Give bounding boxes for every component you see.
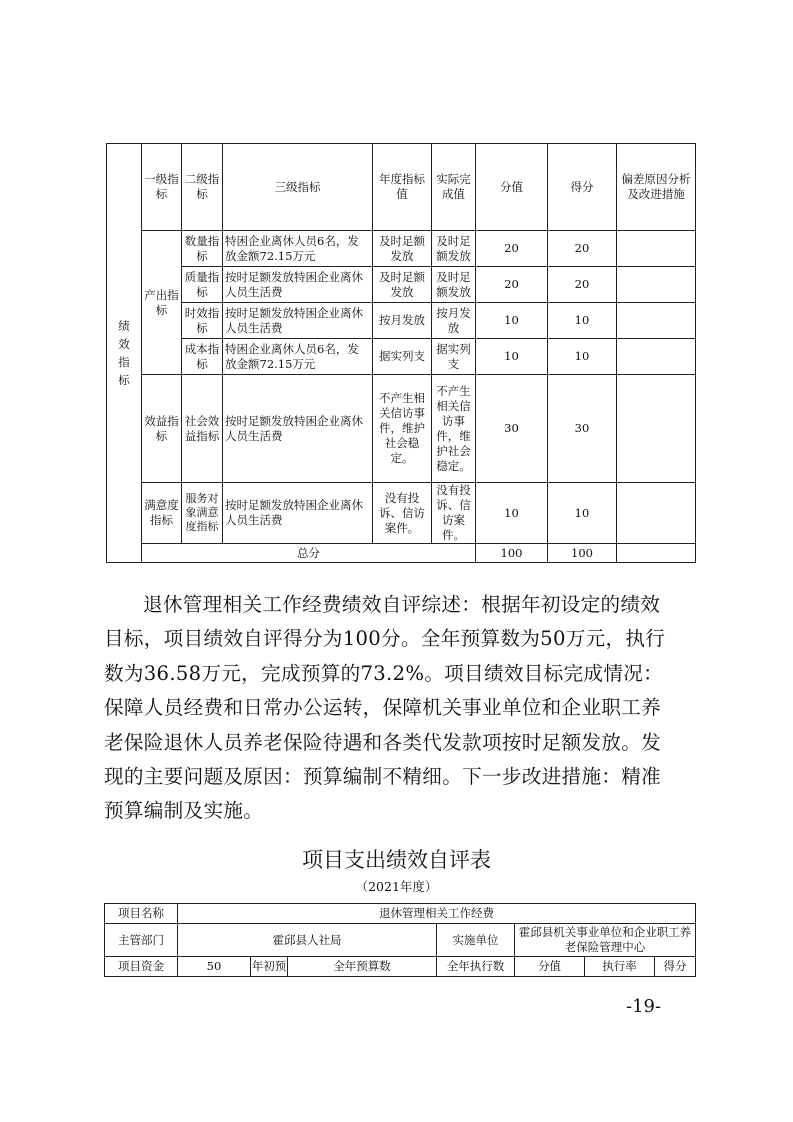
table-row (107, 231, 696, 267)
actual-cell: 据实列支 (432, 339, 476, 375)
actual-cell: 没有投诉、信访案件。 (432, 483, 476, 544)
level3-cell: 特困企业离休人员6名，发放金额72.15万元 (223, 231, 373, 267)
level1-output: 产出指标 (142, 231, 182, 375)
target-cell: 不产生相关信访事件，维护社会稳定。 (373, 375, 432, 483)
score-value-cell: 10 (476, 339, 548, 375)
col-score-value: 分值 (515, 957, 585, 977)
score-cell: 20 (548, 267, 617, 303)
project-name-label: 项目名称 (105, 904, 178, 924)
score-cell: 10 (548, 483, 617, 544)
funds-label: 项目资金 (105, 957, 178, 977)
header-score: 得分 (548, 144, 617, 231)
header-deviation: 偏差原因分析及改进措施 (617, 144, 696, 231)
level3-cell: 特困企业离休人员6名，发放金额72.15万元 (223, 339, 373, 375)
col-initial-budget: 年初预 (251, 957, 288, 977)
header-score-value: 分值 (476, 144, 548, 231)
deviation-cell (617, 303, 696, 339)
actual-cell: 按月发放 (432, 303, 476, 339)
score-cell: 10 (548, 339, 617, 375)
form-title: 项目支出绩效自评表 (302, 848, 491, 872)
score-value-cell: 20 (476, 267, 548, 303)
header-actual: 实际完成值 (432, 144, 476, 231)
total-deviation (617, 544, 696, 563)
funds-value: 50 (178, 957, 251, 977)
level2-cell: 质量指标 (182, 267, 223, 303)
level3-cell: 按时足额发放特困企业离休人员生活费 (223, 303, 373, 339)
level2-cell: 成本指标 (182, 339, 223, 375)
level2-cell: 时效指标 (182, 303, 223, 339)
level1-benefit: 效益指标 (142, 375, 182, 483)
performance-indicator-table (106, 143, 696, 563)
project-name-value: 退休管理相关工作经费 (178, 904, 696, 924)
unit-label: 实施单位 (437, 924, 515, 957)
target-cell: 据实列支 (373, 339, 432, 375)
summary-line: 目标，项目绩效自评得分为100分。全年预算数为50万元，执行 (104, 627, 666, 651)
summary-paragraph (104, 588, 698, 829)
score-value-cell: 30 (476, 375, 548, 483)
col-score: 得分 (655, 957, 696, 977)
unit-value: 霍邱县机关事业单位和企业职工养老保险管理中心 (515, 924, 696, 957)
target-cell: 及时足额发放 (373, 267, 432, 303)
col-exec-rate: 执行率 (585, 957, 655, 977)
dept-value: 霍邱县人社局 (178, 924, 437, 957)
table-row (107, 267, 696, 303)
deviation-cell (617, 339, 696, 375)
level2-cell: 服务对象满意度指标 (182, 483, 223, 544)
dept-label: 主管部门 (105, 924, 178, 957)
score-cell: 20 (548, 231, 617, 267)
page-number: -19- (626, 996, 662, 1017)
summary-line: 退休管理相关工作经费绩效自评综述：根据年初设定的绩效 (143, 593, 661, 616)
table-header-row (107, 144, 696, 231)
deviation-cell (617, 231, 696, 267)
total-score-value: 100 (476, 544, 548, 563)
score-cell: 10 (548, 303, 617, 339)
total-score: 100 (548, 544, 617, 563)
score-value-cell: 10 (476, 303, 548, 339)
table-row (107, 375, 696, 483)
level3-cell: 按时足额发放特困企业离休人员生活费 (223, 483, 373, 544)
actual-cell: 及时足额发放 (432, 267, 476, 303)
header-level3: 三级指标 (223, 144, 373, 231)
header-level1: 一级指标 (142, 144, 182, 231)
col-annual-exec: 全年执行数 (437, 957, 515, 977)
summary-line: 现的主要问题及原因：预算编制不精细。下一步改进措施：精准 (104, 765, 662, 789)
deviation-cell (617, 483, 696, 544)
deviation-cell (617, 375, 696, 483)
target-cell: 按月发放 (373, 303, 432, 339)
section-label-performance: 绩效指标 (107, 144, 142, 563)
summary-line: 老保险退休人员养老保险待遇和各类代发款项按时足额发放。发 (104, 730, 662, 754)
table-row (107, 339, 696, 375)
level1-satisfaction: 满意度指标 (142, 483, 182, 544)
summary-line: 数为36.58万元，完成预算的73.2%。项目绩效目标完成情况： (104, 661, 663, 685)
funds-row (105, 957, 696, 977)
deviation-cell (617, 267, 696, 303)
project-summary-table (104, 903, 696, 977)
actual-cell: 不产生相关信访事件，维护社会稳定。 (432, 375, 476, 483)
score-cell: 30 (548, 375, 617, 483)
header-target: 年度指标值 (373, 144, 432, 231)
score-value-cell: 10 (476, 483, 548, 544)
target-cell: 没有投诉、信访案件。 (373, 483, 432, 544)
level3-cell: 按时足额发放特困企业离休人员生活费 (223, 375, 373, 483)
level2-cell: 社会效益指标 (182, 375, 223, 483)
actual-cell: 及时足额发放 (432, 231, 476, 267)
department-row (105, 924, 696, 957)
summary-line: 预算编制及实施。 (104, 799, 264, 823)
score-value-cell: 20 (476, 231, 548, 267)
col-annual-budget: 全年预算数 (288, 957, 437, 977)
form-year: （2021年度） (355, 879, 438, 894)
total-label: 总分 (142, 544, 476, 563)
header-level2: 二级指标 (182, 144, 223, 231)
level2-cell: 数量指标 (182, 231, 223, 267)
table-row (107, 303, 696, 339)
project-name-row (105, 904, 696, 924)
table-row (107, 483, 696, 544)
total-row (107, 544, 696, 563)
target-cell: 及时足额发放 (373, 231, 432, 267)
summary-line: 保障人员经费和日常办公运转，保障机关事业单位和企业职工养 (104, 696, 662, 720)
level3-cell: 按时足额发放特困企业离休人员生活费 (223, 267, 373, 303)
